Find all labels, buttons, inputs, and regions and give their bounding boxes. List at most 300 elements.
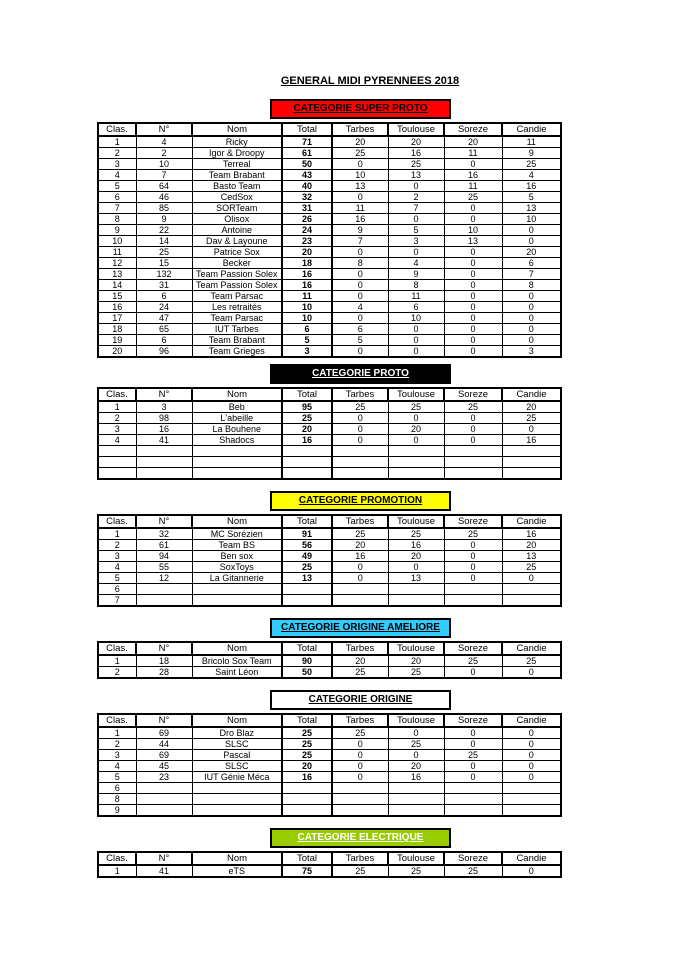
toulouse-cell: 5 bbox=[388, 225, 444, 236]
total-cell: 25 bbox=[282, 561, 332, 572]
column-header: Clas. bbox=[98, 642, 136, 655]
clas-cell: 1 bbox=[98, 136, 136, 148]
table-row bbox=[98, 136, 561, 148]
soreze-cell: 0 bbox=[444, 159, 502, 170]
soreze-cell: 0 bbox=[444, 280, 502, 291]
clas-cell: 1 bbox=[98, 865, 136, 877]
tarbes-cell: 0 bbox=[332, 247, 388, 258]
header-row bbox=[98, 388, 561, 401]
total-cell: 25 bbox=[282, 413, 332, 424]
soreze-cell: 11 bbox=[444, 181, 502, 192]
soreze-cell: 0 bbox=[444, 302, 502, 313]
total-cell: 5 bbox=[282, 335, 332, 346]
clas-cell: 5 bbox=[98, 181, 136, 192]
column-header: Toulouse bbox=[388, 852, 444, 865]
header-row bbox=[98, 642, 561, 655]
candie-cell: 16 bbox=[502, 181, 561, 192]
toulouse-cell: 25 bbox=[388, 528, 444, 540]
column-header: Total bbox=[282, 123, 332, 136]
candie-cell: 0 bbox=[502, 225, 561, 236]
clas-cell: 3 bbox=[98, 550, 136, 561]
candie-cell: 0 bbox=[502, 302, 561, 313]
table-row bbox=[98, 302, 561, 313]
results-table-electrique bbox=[97, 851, 562, 878]
nom-cell: Bricolo Sox Team bbox=[192, 655, 282, 667]
table-row bbox=[98, 804, 561, 816]
nom-cell: eTS bbox=[192, 865, 282, 877]
total-cell: 25 bbox=[282, 738, 332, 749]
candie-cell: 0 bbox=[502, 760, 561, 771]
candie-cell: 0 bbox=[502, 313, 561, 324]
toulouse-cell bbox=[388, 782, 444, 793]
nom-cell: Becker bbox=[192, 258, 282, 269]
tarbes-cell: 4 bbox=[332, 302, 388, 313]
total-cell: 50 bbox=[282, 666, 332, 678]
toulouse-cell: 0 bbox=[388, 727, 444, 739]
table-row bbox=[98, 214, 561, 225]
tarbes-cell: 16 bbox=[332, 550, 388, 561]
table-row bbox=[98, 771, 561, 782]
candie-cell: 11 bbox=[502, 136, 561, 148]
toulouse-cell: 2 bbox=[388, 192, 444, 203]
total-cell: 10 bbox=[282, 313, 332, 324]
tarbes-cell bbox=[332, 793, 388, 804]
clas-cell: 17 bbox=[98, 313, 136, 324]
column-header: Nom bbox=[192, 123, 282, 136]
candie-cell: 25 bbox=[502, 655, 561, 667]
clas-cell: 2 bbox=[98, 539, 136, 550]
soreze-cell: 0 bbox=[444, 413, 502, 424]
num-cell: 22 bbox=[136, 225, 192, 236]
num-cell: 12 bbox=[136, 572, 192, 583]
total-cell bbox=[282, 804, 332, 816]
column-header: Total bbox=[282, 388, 332, 401]
column-header: Candie bbox=[502, 714, 561, 727]
table-row bbox=[98, 148, 561, 159]
table-row bbox=[98, 760, 561, 771]
tarbes-cell: 0 bbox=[332, 280, 388, 291]
tarbes-cell: 20 bbox=[332, 655, 388, 667]
total-cell: 6 bbox=[282, 324, 332, 335]
tarbes-cell: 0 bbox=[332, 561, 388, 572]
tarbes-cell: 10 bbox=[332, 170, 388, 181]
candie-cell: 3 bbox=[502, 346, 561, 358]
category-banner-promotion: CATEGORIE PROMOTION bbox=[270, 491, 451, 511]
candie-cell bbox=[502, 804, 561, 816]
candie-cell: 25 bbox=[502, 561, 561, 572]
toulouse-cell: 0 bbox=[388, 335, 444, 346]
nom-cell: SORTeam bbox=[192, 203, 282, 214]
num-cell bbox=[136, 583, 192, 594]
soreze-cell: 0 bbox=[444, 435, 502, 446]
candie-cell: 5 bbox=[502, 192, 561, 203]
nom-cell bbox=[192, 782, 282, 793]
soreze-cell: 10 bbox=[444, 225, 502, 236]
tarbes-cell: 6 bbox=[332, 324, 388, 335]
column-header: Tarbes bbox=[332, 714, 388, 727]
column-header: Total bbox=[282, 642, 332, 655]
sections-container bbox=[0, 99, 679, 878]
candie-cell: 20 bbox=[502, 247, 561, 258]
tarbes-cell: 0 bbox=[332, 269, 388, 280]
nom-cell: Shadocs bbox=[192, 435, 282, 446]
clas-cell: 4 bbox=[98, 561, 136, 572]
table-row bbox=[98, 258, 561, 269]
table-row bbox=[98, 572, 561, 583]
total-cell: 26 bbox=[282, 214, 332, 225]
toulouse-cell: 20 bbox=[388, 655, 444, 667]
column-header: Toulouse bbox=[388, 714, 444, 727]
tarbes-cell bbox=[332, 804, 388, 816]
num-cell: 69 bbox=[136, 727, 192, 739]
toulouse-cell: 25 bbox=[388, 738, 444, 749]
candie-cell: 0 bbox=[502, 236, 561, 247]
candie-cell: 20 bbox=[502, 401, 561, 413]
clas-cell: 6 bbox=[98, 583, 136, 594]
tarbes-cell: 25 bbox=[332, 528, 388, 540]
num-cell: 24 bbox=[136, 302, 192, 313]
toulouse-cell: 0 bbox=[388, 324, 444, 335]
total-cell bbox=[282, 468, 332, 479]
num-cell: 85 bbox=[136, 203, 192, 214]
total-cell: 25 bbox=[282, 749, 332, 760]
candie-cell: 0 bbox=[502, 749, 561, 760]
clas-cell: 7 bbox=[98, 203, 136, 214]
tarbes-cell: 0 bbox=[332, 435, 388, 446]
soreze-cell: 16 bbox=[444, 170, 502, 181]
toulouse-cell bbox=[388, 457, 444, 468]
tarbes-cell: 25 bbox=[332, 148, 388, 159]
table-row bbox=[98, 666, 561, 678]
total-cell: 20 bbox=[282, 247, 332, 258]
table-row bbox=[98, 236, 561, 247]
tarbes-cell: 5 bbox=[332, 335, 388, 346]
soreze-cell: 0 bbox=[444, 771, 502, 782]
column-header: Toulouse bbox=[388, 642, 444, 655]
clas-cell: 2 bbox=[98, 148, 136, 159]
clas-cell: 10 bbox=[98, 236, 136, 247]
column-header: Tarbes bbox=[332, 852, 388, 865]
num-cell: 41 bbox=[136, 865, 192, 877]
tarbes-cell bbox=[332, 594, 388, 606]
clas-cell: 6 bbox=[98, 192, 136, 203]
tarbes-cell: 0 bbox=[332, 413, 388, 424]
total-cell: 13 bbox=[282, 572, 332, 583]
num-cell: 47 bbox=[136, 313, 192, 324]
nom-cell: IUT Tarbes bbox=[192, 324, 282, 335]
nom-cell: L'abeille bbox=[192, 413, 282, 424]
toulouse-cell: 4 bbox=[388, 258, 444, 269]
candie-cell: 13 bbox=[502, 550, 561, 561]
toulouse-cell: 16 bbox=[388, 771, 444, 782]
num-cell: 16 bbox=[136, 424, 192, 435]
total-cell: 32 bbox=[282, 192, 332, 203]
column-header: Total bbox=[282, 852, 332, 865]
toulouse-cell: 16 bbox=[388, 539, 444, 550]
column-header: Clas. bbox=[98, 515, 136, 528]
table-row bbox=[98, 446, 561, 457]
num-cell: 94 bbox=[136, 550, 192, 561]
toulouse-cell: 0 bbox=[388, 214, 444, 225]
num-cell: 132 bbox=[136, 269, 192, 280]
num-cell: 69 bbox=[136, 749, 192, 760]
candie-cell bbox=[502, 782, 561, 793]
toulouse-cell: 0 bbox=[388, 749, 444, 760]
num-cell bbox=[136, 804, 192, 816]
soreze-cell bbox=[444, 594, 502, 606]
table-row bbox=[98, 550, 561, 561]
column-header: Clas. bbox=[98, 714, 136, 727]
candie-cell: 0 bbox=[502, 324, 561, 335]
toulouse-cell bbox=[388, 804, 444, 816]
clas-cell bbox=[98, 457, 136, 468]
header-row bbox=[98, 515, 561, 528]
toulouse-cell: 13 bbox=[388, 572, 444, 583]
soreze-cell: 13 bbox=[444, 236, 502, 247]
category-banner-origine-ameliore: CATEGORIE ORIGINE AMELIORE bbox=[270, 618, 451, 638]
num-cell: 31 bbox=[136, 280, 192, 291]
tarbes-cell: 0 bbox=[332, 192, 388, 203]
total-cell: 20 bbox=[282, 424, 332, 435]
column-header: Tarbes bbox=[332, 642, 388, 655]
num-cell bbox=[136, 457, 192, 468]
column-header: Soreze bbox=[444, 515, 502, 528]
clas-cell: 6 bbox=[98, 782, 136, 793]
candie-cell bbox=[502, 793, 561, 804]
soreze-cell: 11 bbox=[444, 148, 502, 159]
column-header: Soreze bbox=[444, 123, 502, 136]
soreze-cell: 0 bbox=[444, 269, 502, 280]
toulouse-cell: 20 bbox=[388, 550, 444, 561]
clas-cell: 16 bbox=[98, 302, 136, 313]
table-row bbox=[98, 203, 561, 214]
soreze-cell: 25 bbox=[444, 749, 502, 760]
candie-cell: 16 bbox=[502, 435, 561, 446]
nom-cell: SLSC bbox=[192, 738, 282, 749]
header-row bbox=[98, 123, 561, 136]
category-banner-electrique: CATEGORIE ELECTRIQUE bbox=[270, 828, 451, 848]
toulouse-cell: 10 bbox=[388, 313, 444, 324]
num-cell: 55 bbox=[136, 561, 192, 572]
clas-cell: 4 bbox=[98, 435, 136, 446]
results-table-origine-ameliore bbox=[97, 641, 562, 679]
column-header: Clas. bbox=[98, 852, 136, 865]
candie-cell: 0 bbox=[502, 666, 561, 678]
total-cell bbox=[282, 446, 332, 457]
table-row bbox=[98, 424, 561, 435]
table-row bbox=[98, 727, 561, 739]
table-row bbox=[98, 159, 561, 170]
nom-cell: Team Grieges bbox=[192, 346, 282, 358]
num-cell: 45 bbox=[136, 760, 192, 771]
tarbes-cell: 0 bbox=[332, 424, 388, 435]
candie-cell bbox=[502, 594, 561, 606]
num-cell: 25 bbox=[136, 247, 192, 258]
results-table-promotion bbox=[97, 514, 562, 607]
candie-cell: 0 bbox=[502, 865, 561, 877]
table-row bbox=[98, 749, 561, 760]
clas-cell: 20 bbox=[98, 346, 136, 358]
category-banner-super-proto: CATEGORIE SUPER PROTO bbox=[270, 99, 451, 119]
tarbes-cell: 7 bbox=[332, 236, 388, 247]
soreze-cell bbox=[444, 457, 502, 468]
column-header: Toulouse bbox=[388, 388, 444, 401]
toulouse-cell: 0 bbox=[388, 247, 444, 258]
num-cell bbox=[136, 446, 192, 457]
total-cell: 16 bbox=[282, 771, 332, 782]
clas-cell: 2 bbox=[98, 413, 136, 424]
nom-cell: La Bouhene bbox=[192, 424, 282, 435]
clas-cell bbox=[98, 468, 136, 479]
toulouse-cell: 8 bbox=[388, 280, 444, 291]
total-cell: 18 bbox=[282, 258, 332, 269]
nom-cell bbox=[192, 793, 282, 804]
toulouse-cell: 25 bbox=[388, 401, 444, 413]
toulouse-cell bbox=[388, 793, 444, 804]
total-cell: 95 bbox=[282, 401, 332, 413]
soreze-cell: 0 bbox=[444, 203, 502, 214]
nom-cell: MC Sorézien bbox=[192, 528, 282, 540]
column-header: Toulouse bbox=[388, 123, 444, 136]
candie-cell bbox=[502, 468, 561, 479]
column-header: N° bbox=[136, 123, 192, 136]
total-cell: 25 bbox=[282, 727, 332, 739]
clas-cell: 9 bbox=[98, 804, 136, 816]
column-header: Candie bbox=[502, 852, 561, 865]
soreze-cell: 0 bbox=[444, 760, 502, 771]
candie-cell: 7 bbox=[502, 269, 561, 280]
tarbes-cell: 8 bbox=[332, 258, 388, 269]
soreze-cell bbox=[444, 804, 502, 816]
column-header: Candie bbox=[502, 123, 561, 136]
num-cell: 98 bbox=[136, 413, 192, 424]
category-banner-proto: CATEGORIE PROTO bbox=[270, 364, 451, 384]
column-header: Soreze bbox=[444, 852, 502, 865]
num-cell: 28 bbox=[136, 666, 192, 678]
candie-cell bbox=[502, 457, 561, 468]
toulouse-cell: 3 bbox=[388, 236, 444, 247]
nom-cell: Team Brabant bbox=[192, 170, 282, 181]
tarbes-cell: 25 bbox=[332, 727, 388, 739]
soreze-cell bbox=[444, 782, 502, 793]
candie-cell: 0 bbox=[502, 771, 561, 782]
total-cell bbox=[282, 793, 332, 804]
nom-cell: Team Passion Solex bbox=[192, 280, 282, 291]
num-cell: 18 bbox=[136, 655, 192, 667]
candie-cell bbox=[502, 446, 561, 457]
candie-cell: 10 bbox=[502, 214, 561, 225]
clas-cell: 2 bbox=[98, 666, 136, 678]
num-cell: 14 bbox=[136, 236, 192, 247]
table-row bbox=[98, 594, 561, 606]
toulouse-cell: 0 bbox=[388, 413, 444, 424]
column-header: N° bbox=[136, 388, 192, 401]
tarbes-cell: 0 bbox=[332, 749, 388, 760]
num-cell: 32 bbox=[136, 528, 192, 540]
num-cell: 41 bbox=[136, 435, 192, 446]
column-header: Toulouse bbox=[388, 515, 444, 528]
table-row bbox=[98, 782, 561, 793]
toulouse-cell: 0 bbox=[388, 346, 444, 358]
nom-cell: Basto Team bbox=[192, 181, 282, 192]
clas-cell: 19 bbox=[98, 335, 136, 346]
clas-cell: 7 bbox=[98, 594, 136, 606]
table-row bbox=[98, 181, 561, 192]
soreze-cell: 20 bbox=[444, 136, 502, 148]
total-cell: 3 bbox=[282, 346, 332, 358]
column-header: N° bbox=[136, 714, 192, 727]
tarbes-cell: 0 bbox=[332, 771, 388, 782]
tarbes-cell: 0 bbox=[332, 159, 388, 170]
total-cell bbox=[282, 583, 332, 594]
nom-cell: Terreal bbox=[192, 159, 282, 170]
nom-cell: IUT Génie Méca bbox=[192, 771, 282, 782]
nom-cell: Beb bbox=[192, 401, 282, 413]
toulouse-cell: 20 bbox=[388, 136, 444, 148]
column-header: Tarbes bbox=[332, 123, 388, 136]
category-banner-origine: CATEGORIE ORIGINE bbox=[270, 690, 451, 710]
toulouse-cell: 6 bbox=[388, 302, 444, 313]
table-row bbox=[98, 346, 561, 358]
candie-cell: 0 bbox=[502, 727, 561, 739]
tarbes-cell: 25 bbox=[332, 401, 388, 413]
table-row bbox=[98, 561, 561, 572]
table-row bbox=[98, 280, 561, 291]
clas-cell: 11 bbox=[98, 247, 136, 258]
nom-cell: SLSC bbox=[192, 760, 282, 771]
candie-cell: 16 bbox=[502, 528, 561, 540]
clas-cell: 4 bbox=[98, 170, 136, 181]
column-header: Nom bbox=[192, 515, 282, 528]
table-row bbox=[98, 539, 561, 550]
tarbes-cell bbox=[332, 468, 388, 479]
total-cell: 24 bbox=[282, 225, 332, 236]
column-header: Clas. bbox=[98, 388, 136, 401]
total-cell: 23 bbox=[282, 236, 332, 247]
soreze-cell: 0 bbox=[444, 539, 502, 550]
toulouse-cell: 11 bbox=[388, 291, 444, 302]
clas-cell: 1 bbox=[98, 528, 136, 540]
candie-cell: 0 bbox=[502, 335, 561, 346]
tarbes-cell: 0 bbox=[332, 346, 388, 358]
nom-cell bbox=[192, 468, 282, 479]
column-header: Total bbox=[282, 515, 332, 528]
clas-cell: 1 bbox=[98, 401, 136, 413]
clas-cell: 12 bbox=[98, 258, 136, 269]
nom-cell: Team BS bbox=[192, 539, 282, 550]
total-cell: 16 bbox=[282, 435, 332, 446]
candie-cell: 25 bbox=[502, 413, 561, 424]
num-cell bbox=[136, 468, 192, 479]
table-row bbox=[98, 269, 561, 280]
total-cell: 71 bbox=[282, 136, 332, 148]
clas-cell: 8 bbox=[98, 793, 136, 804]
toulouse-cell: 7 bbox=[388, 203, 444, 214]
candie-cell: 0 bbox=[502, 738, 561, 749]
tarbes-cell: 25 bbox=[332, 865, 388, 877]
tarbes-cell bbox=[332, 457, 388, 468]
candie-cell: 9 bbox=[502, 148, 561, 159]
column-header: Tarbes bbox=[332, 388, 388, 401]
nom-cell: SoxToys bbox=[192, 561, 282, 572]
column-header: Candie bbox=[502, 642, 561, 655]
candie-cell: 4 bbox=[502, 170, 561, 181]
num-cell bbox=[136, 594, 192, 606]
toulouse-cell: 20 bbox=[388, 760, 444, 771]
clas-cell: 14 bbox=[98, 280, 136, 291]
column-header: N° bbox=[136, 642, 192, 655]
total-cell: 40 bbox=[282, 181, 332, 192]
